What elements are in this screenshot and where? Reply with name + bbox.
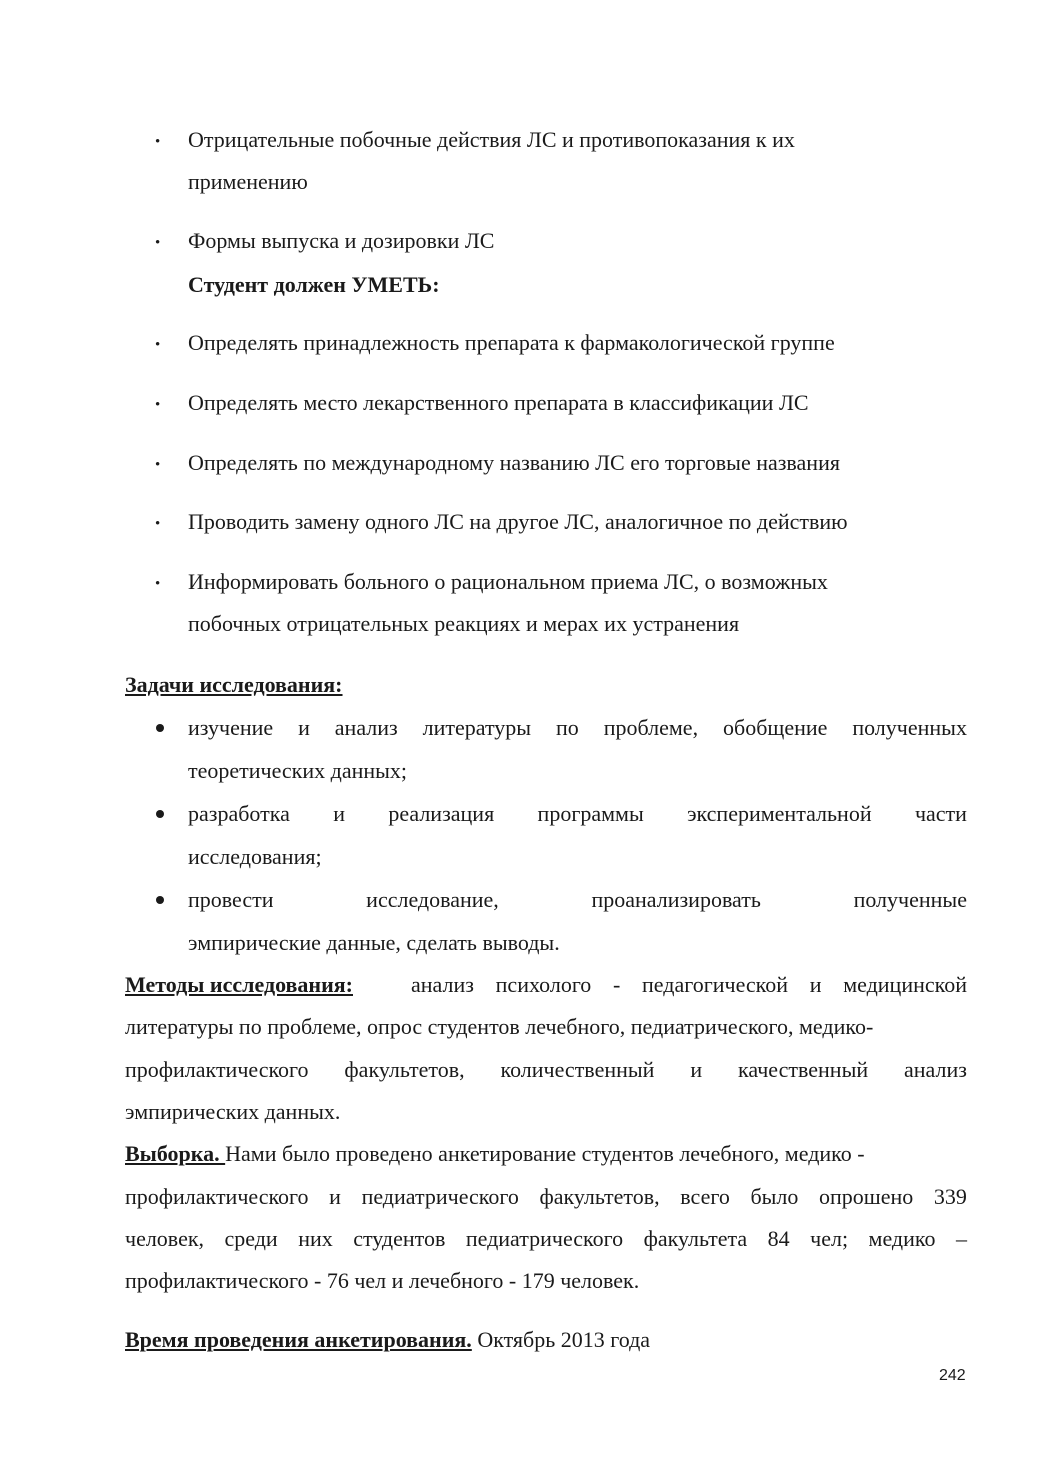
word: проблеме, (603, 715, 699, 740)
word: среди (224, 1226, 278, 1251)
word: и (298, 715, 310, 740)
page-number: 242 (939, 1367, 966, 1384)
survey-time-label: Время проведения анкетирования. (125, 1327, 472, 1352)
word: проанализировать (591, 887, 761, 912)
survey-time-text: Октябрь 2013 года (471, 1327, 651, 1352)
tasks-heading: Задачи исследования: (125, 672, 343, 697)
word: по (556, 715, 579, 740)
word: исследование, (366, 887, 499, 912)
word: профилактического (125, 1057, 309, 1082)
bullet-icon: • (155, 337, 161, 353)
sample-line (125, 1140, 865, 1168)
word: – (955, 1226, 967, 1251)
word: опрошено (819, 1184, 914, 1209)
list-item (188, 714, 967, 742)
bullet-icon (156, 810, 164, 818)
word: педиатрического (361, 1184, 519, 1209)
word: реализация (388, 801, 495, 826)
list-item: Проводить замену одного ЛС на другое ЛС, аналогичное по действию (188, 509, 848, 534)
word: чел; (810, 1226, 849, 1251)
word: человек, (125, 1226, 205, 1251)
bullet-icon: • (155, 457, 161, 473)
sample-text-line (125, 1183, 967, 1211)
list-item-continuation: исследования; (188, 844, 322, 869)
word: и (809, 972, 822, 997)
word: количественный (500, 1057, 655, 1082)
word: медико (868, 1226, 936, 1251)
word: всего (680, 1184, 730, 1209)
word: 339 (933, 1184, 967, 1209)
word: и (329, 1184, 341, 1209)
word: студентов (353, 1226, 446, 1251)
list-item: Определять по международному названию ЛС его торговые названия (188, 450, 840, 475)
word: и (333, 801, 345, 826)
word: анализ (411, 972, 474, 997)
list-item (188, 886, 967, 914)
word: программы (537, 801, 644, 826)
word: медицинской (843, 972, 967, 997)
sample-text: Нами было проведено анкетирование студентов лечебного, медико - (225, 1141, 865, 1166)
bullet-icon: • (155, 397, 161, 413)
word: них (298, 1226, 333, 1251)
bullet-icon: • (155, 576, 161, 592)
bullet-icon: • (155, 516, 161, 532)
list-item-continuation: побочных отрицательных реакциях и мерах их устранения (188, 611, 740, 636)
methods-text-line: литературы по проблеме, опрос студентов лечебного, педиатрического, медико- (125, 1014, 874, 1039)
word: анализ (334, 715, 398, 740)
list-item: Формы выпуска и дозировки ЛС (188, 228, 495, 253)
word: части (914, 801, 967, 826)
word: обобщение (723, 715, 828, 740)
bullet-icon (156, 724, 164, 732)
bullet-icon: • (155, 134, 161, 150)
word: полученных (852, 715, 967, 740)
bullet-icon (156, 896, 164, 904)
list-item: Определять принадлежность препарата к фармакологической группе (188, 330, 835, 355)
methods-label: Методы исследования: (125, 972, 353, 997)
word: провести (188, 887, 274, 912)
word: профилактического (125, 1184, 309, 1209)
word: - (613, 972, 621, 997)
list-item: Информировать больного о рациональном приема ЛС, о возможных (188, 569, 828, 594)
list-item-continuation: применению (188, 169, 308, 194)
word: психолого (495, 972, 592, 997)
list-item-continuation: теоретических данных; (188, 758, 408, 783)
word: факультета (643, 1226, 748, 1251)
sample-text-line (125, 1225, 967, 1253)
word: анализ (904, 1057, 967, 1082)
word: факультетов, (539, 1184, 660, 1209)
methods-text-line: эмпирических данных. (125, 1099, 341, 1124)
word: педагогической (642, 972, 788, 997)
word: экспериментальной (687, 801, 872, 826)
word: было (750, 1184, 799, 1209)
list-item (188, 800, 967, 828)
sample-text-line: профилактического - 76 чел и лечебного - 179 человек. (125, 1268, 640, 1293)
sample-label: Выборка. (125, 1141, 226, 1166)
word: качественный (738, 1057, 869, 1082)
word: факультетов, (344, 1057, 465, 1082)
survey-time-line (125, 1326, 650, 1354)
bullet-icon: • (155, 235, 161, 251)
list-item-continuation: эмпирические данные, сделать выводы. (188, 930, 560, 955)
list-item: Отрицательные побочные действия ЛС и противопоказания к их (188, 127, 795, 152)
word: полученные (853, 887, 967, 912)
word: педиатрического (465, 1226, 624, 1251)
list-item: Определять место лекарственного препарата в классификации ЛС (188, 390, 809, 415)
methods-text-line (125, 1056, 967, 1084)
methods-text-line (411, 971, 967, 999)
word: разработка (188, 801, 290, 826)
word: 84 (767, 1226, 790, 1251)
word: литературы (422, 715, 532, 740)
word: изучение (188, 715, 274, 740)
skills-heading: Студент должен УМЕТЬ: (188, 272, 440, 297)
word: и (690, 1057, 703, 1082)
